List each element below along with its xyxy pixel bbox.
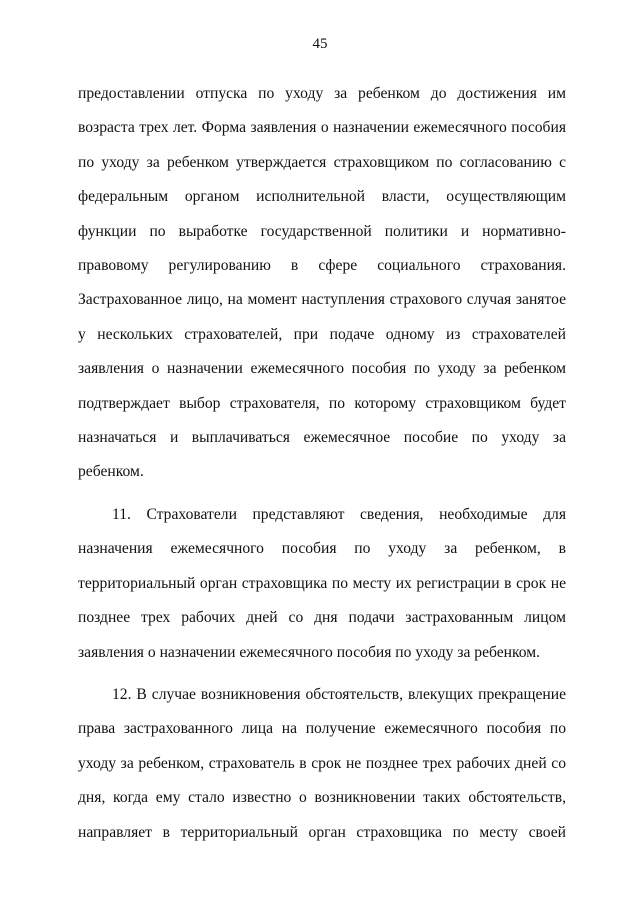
document-body: [78, 77, 566, 850]
paragraph-continuation: предоставлении отпуска по уходу за ребенком до достижения им возраста трех лет. Форма заявления о назначении ежемесячного пособия по уходу за ребенком утверждается страховщиком по согласованию с федеральным органом исполнительной власти, осуществляющим функции по выработке государственной политики и нормативно-правовому регулированию в сфере социального страхования. Застрахованное лицо, на момент наступления страхового случая занятое у нескольких страхователей, при подаче одному из страхователей заявления о назначении ежемесячного пособия по уходу за ребенком подтверждает выбор страхователя, по которому страховщиком будет назначаться и выплачиваться ежемесячное пособие по уходу за ребенком.: [78, 85, 566, 481]
page-number: 45: [312, 36, 328, 52]
paragraph-item-11: 11. Страхователи представляют сведения, необходимые для назначения ежемесячного пособия по уходу за ребенком, в территориальный орган страховщика по месту их регистрации в срок не позднее трех рабочих дней со дня подачи застрахованным лицом заявления о назначении ежемесячного пособия по уходу за ребенком.: [78, 505, 566, 661]
paragraph-item-12: 12. В случае возникновения обстоятельств, влекущих прекращение права застрахованного лица на получение ежемесячного пособия по уходу за ребенком, страхователь в срок не позднее трех рабочих дней со дня, когда ему стало известно о возникновении таких обстоятельств, направляет в территориальный орган страховщика по месту своей: [78, 685, 566, 841]
